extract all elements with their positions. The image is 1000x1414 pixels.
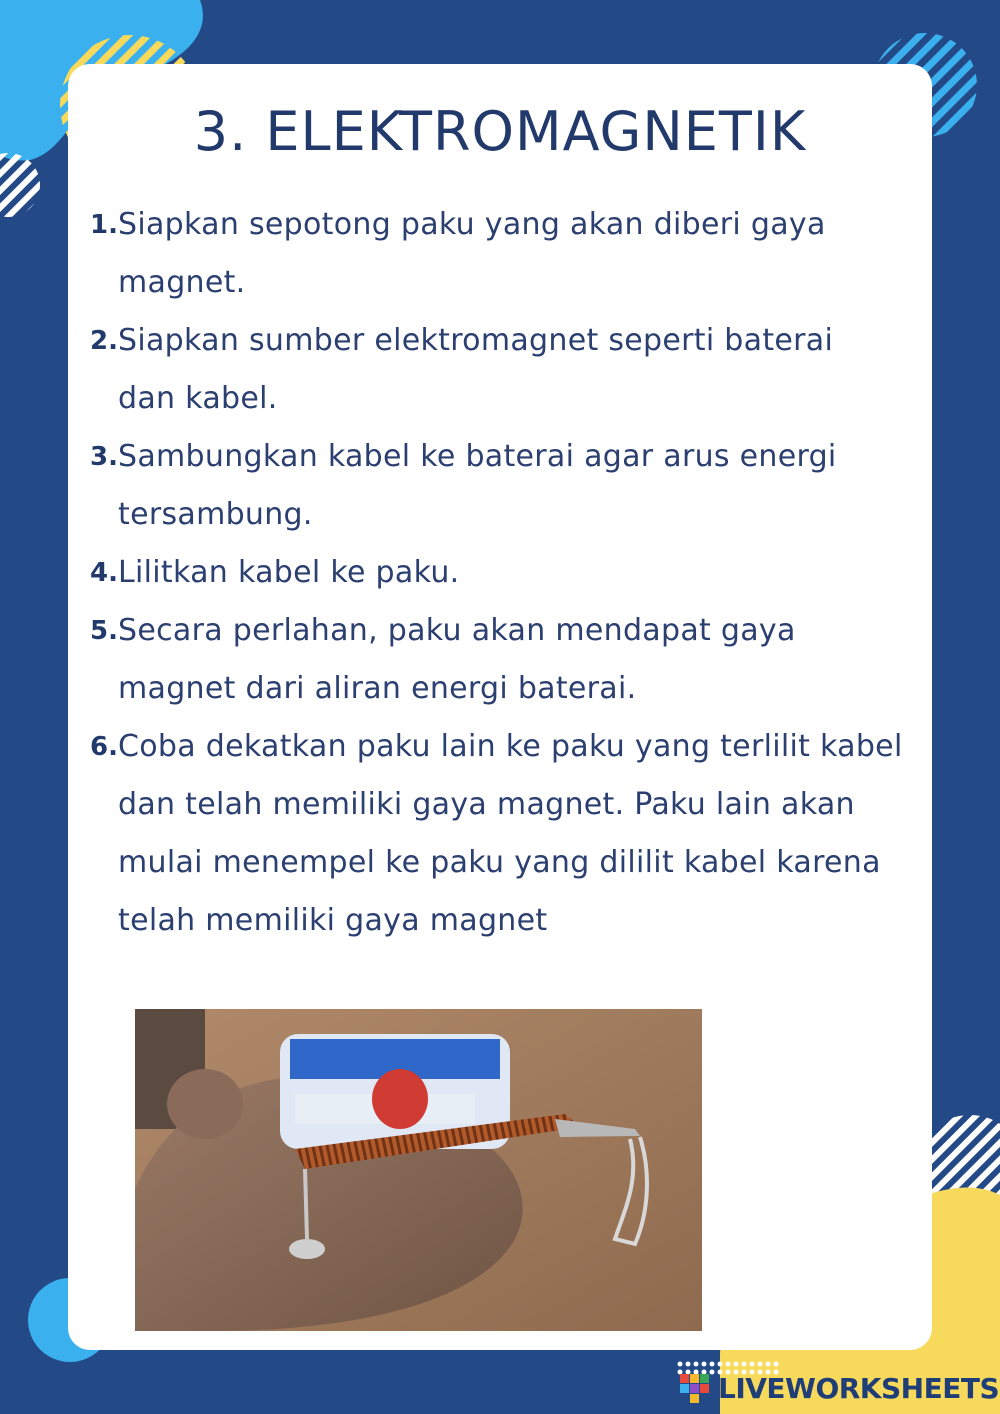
page-title: 3. ELEKTROMAGNETIK <box>193 100 807 163</box>
step-item <box>82 544 942 602</box>
step-text: Sambungkan kabel ke baterai agar arus energi tersambung. <box>118 439 837 532</box>
step-number: 5. <box>90 616 118 646</box>
step-number: 4. <box>90 558 118 588</box>
step-number: 6. <box>90 732 118 762</box>
step-text: Lilitkan kabel ke paku. <box>118 555 460 590</box>
step-number: 3. <box>90 442 118 472</box>
step-item <box>82 196 942 312</box>
step-number: 2. <box>90 326 118 356</box>
live-mark-icon <box>680 1372 718 1406</box>
step-item <box>82 428 942 544</box>
brand-name: LIVEWORKSHEETS <box>718 1372 1000 1405</box>
step-item <box>82 312 942 428</box>
step-text: Coba dekatkan paku lain ke paku yang terlilit kabel dan telah memiliki gaya magnet. Paku lain akan mulai menempel ke paku yang dililit kabel karena telah memiliki gaya magnet <box>118 729 903 938</box>
step-item <box>82 602 942 718</box>
electromagnet-photo <box>135 1009 702 1331</box>
step-text: Siapkan sepotong paku yang akan diberi gaya magnet. <box>118 207 826 300</box>
brand-logo <box>676 1358 1000 1408</box>
steps-list <box>82 196 942 950</box>
step-text: Siapkan sumber elektromagnet seperti baterai dan kabel. <box>118 323 834 416</box>
step-item <box>82 718 942 950</box>
step-text: Secara perlahan, paku akan mendapat gaya magnet dari aliran energi baterai. <box>118 613 796 706</box>
step-number: 1. <box>90 210 118 240</box>
